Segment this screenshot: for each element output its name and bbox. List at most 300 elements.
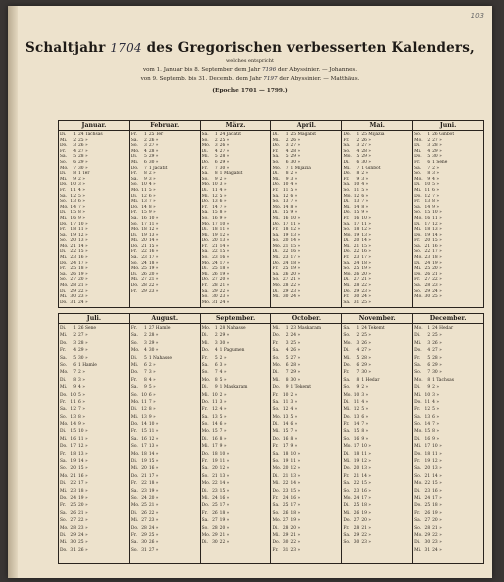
- day-row: [59, 332, 129, 339]
- weekday: Sa.: [272, 503, 280, 509]
- weekday: Sa.: [130, 215, 138, 221]
- weekday: Mo.: [130, 148, 140, 154]
- weekday: So.: [201, 370, 209, 376]
- weekday: So.: [414, 132, 422, 137]
- abyssinian-date: 4 »: [361, 182, 369, 188]
- abyssinian-date: 14 »: [219, 481, 230, 487]
- weekday: Mi.: [60, 333, 68, 339]
- day-number: 8: [285, 171, 289, 177]
- day-number: 17: [424, 221, 431, 227]
- abyssinian-date: 24 Tekemt: [361, 326, 385, 331]
- abyssinian-date: 6 »: [361, 193, 369, 199]
- weekday: Do.: [130, 165, 139, 171]
- day-row: [271, 510, 341, 517]
- abyssinian-date: 26 »: [78, 143, 88, 149]
- abyssinian-date: 4 »: [432, 176, 440, 182]
- day-number: 26: [282, 271, 289, 277]
- day-row: [342, 384, 412, 391]
- weekday: Do.: [60, 182, 68, 188]
- day-number: 1: [285, 132, 289, 137]
- abyssinian-date: 11 »: [290, 459, 301, 465]
- abyssinian-date: 29 »: [219, 159, 230, 165]
- day-number: 1: [356, 326, 360, 331]
- weekday: Mo.: [343, 340, 352, 346]
- abyssinian-date: 3 »: [148, 370, 156, 376]
- weekday: So.: [130, 444, 138, 450]
- day-number: 6: [73, 159, 76, 165]
- day-row: [59, 495, 129, 502]
- day-row: [342, 473, 412, 480]
- weekday: So.: [272, 159, 280, 165]
- day-row: [271, 502, 341, 509]
- day-row: [342, 377, 412, 384]
- day-row: [342, 502, 412, 509]
- weekday: Mo.: [272, 243, 281, 249]
- day-row: [271, 517, 341, 524]
- abyssinian-date: 27 »: [290, 143, 301, 149]
- day-row: [130, 325, 200, 332]
- weekday: Mi.: [414, 547, 422, 553]
- subtitle-intro: welches entspricht: [226, 58, 274, 64]
- day-number: 22: [282, 481, 289, 487]
- abyssinian-date: 3 »: [290, 176, 298, 182]
- weekday: Fr.: [201, 355, 208, 361]
- weekday: Mi.: [343, 243, 351, 249]
- abyssinian-date: 3 »: [432, 171, 440, 177]
- weekday: Sa.: [130, 176, 138, 182]
- abyssinian-date: 23 »: [290, 547, 301, 553]
- day-number: 19: [70, 459, 76, 465]
- day-number: 21: [212, 473, 218, 479]
- day-number: 15: [282, 210, 289, 216]
- day-row: [342, 428, 412, 435]
- day-list: [201, 131, 271, 305]
- weekday: Di.: [60, 288, 67, 294]
- abyssinian-date: 13 »: [361, 466, 371, 472]
- abyssinian-date: 19 »: [361, 510, 371, 516]
- day-number: 10: [141, 392, 147, 398]
- day-number: 20: [70, 238, 76, 244]
- weekday: Di.: [272, 370, 279, 376]
- day-number: 7: [356, 370, 360, 376]
- abyssinian-date: 27 »: [78, 333, 88, 339]
- day-number: 9: [144, 385, 147, 391]
- day-number: 29: [212, 288, 218, 294]
- day-number: 6: [356, 362, 360, 368]
- weekday: So.: [414, 473, 422, 479]
- abyssinian-date: 13 »: [219, 238, 230, 244]
- weekday: Do.: [414, 348, 422, 354]
- abyssinian-date: 17 »: [290, 255, 301, 261]
- day-number: 11: [353, 399, 360, 405]
- day-row: [201, 480, 271, 487]
- day-number: 22: [353, 249, 360, 255]
- weekday: Sa.: [130, 137, 138, 143]
- weekday: Sa.: [272, 193, 280, 199]
- day-row: [271, 340, 341, 347]
- day-number: 24: [70, 495, 76, 501]
- abyssinian-date: 4 »: [78, 187, 85, 193]
- day-number: 13: [282, 414, 289, 420]
- day-row: [413, 325, 483, 332]
- weekday: Sa.: [130, 385, 138, 391]
- day-number: 26: [212, 510, 218, 516]
- abyssinian-date: 21 »: [219, 532, 230, 538]
- day-row: [201, 414, 271, 421]
- abyssinian-date: 21 »: [361, 277, 371, 283]
- month-name: November.: [342, 314, 412, 324]
- weekday: Sa.: [201, 171, 209, 177]
- abyssinian-date: 24 »: [432, 547, 442, 553]
- weekday: Fr.: [414, 459, 421, 465]
- weekday: Fr.: [272, 495, 279, 501]
- day-row: [413, 332, 483, 339]
- abyssinian-date: 8 »: [219, 210, 227, 216]
- day-number: 24: [424, 495, 431, 501]
- abyssinian-date: 6 »: [219, 422, 227, 428]
- weekday: Fr.: [414, 510, 421, 516]
- abyssinian-date: 4 »: [432, 399, 440, 405]
- month-name: September.: [201, 314, 271, 324]
- weekday: So.: [60, 466, 67, 472]
- day-row: [130, 436, 200, 443]
- day-row: [271, 347, 341, 354]
- abyssinian-date: 28 »: [78, 340, 88, 346]
- day-row: [271, 399, 341, 406]
- day-number: 8: [285, 377, 289, 383]
- weekday: Sa.: [343, 532, 351, 538]
- day-number: 29: [424, 532, 431, 538]
- weekday: Sa.: [414, 466, 422, 472]
- day-list: [342, 131, 412, 305]
- weekday: Do.: [60, 444, 68, 450]
- day-number: 17: [70, 444, 76, 450]
- weekday: So.: [201, 525, 209, 531]
- weekday: Di.: [201, 187, 208, 193]
- abyssinian-date: 13 »: [432, 227, 442, 233]
- weekday: Sa.: [343, 143, 351, 149]
- abyssinian-date: 21 »: [148, 503, 159, 509]
- day-number: 1: [427, 132, 431, 137]
- weekday: Mo.: [60, 525, 69, 531]
- abyssinian-date: 5 »: [432, 407, 440, 413]
- abyssinian-date: 25 »: [148, 532, 159, 538]
- abyssinian-date: 25 »: [432, 333, 442, 339]
- weekday: So.: [60, 414, 67, 420]
- weekday: So.: [201, 255, 209, 261]
- day-number: 10: [282, 182, 289, 188]
- day-row: [413, 392, 483, 399]
- abyssinian-date: 12 »: [219, 232, 230, 238]
- weekday: Mo.: [343, 495, 352, 501]
- day-row: [201, 539, 271, 546]
- day-row: [59, 300, 129, 306]
- day-number: 27: [141, 518, 147, 524]
- abyssinian-date: 14 »: [219, 243, 230, 249]
- day-row: [271, 465, 341, 472]
- weekday: So.: [343, 333, 351, 339]
- day-row: [201, 428, 271, 435]
- abyssinian-date: 26 »: [361, 137, 371, 143]
- abyssinian-date: 20 »: [219, 277, 230, 283]
- day-number: 12: [70, 407, 76, 413]
- weekday: Mo.: [414, 532, 423, 538]
- abyssinian-date: 5 »: [148, 187, 156, 193]
- day-row: [271, 495, 341, 502]
- weekday: Di.: [201, 436, 208, 442]
- weekday: So.: [130, 143, 138, 149]
- abyssinian-date: 16 »: [290, 249, 301, 255]
- abyssinian-date: 16 »: [78, 255, 88, 261]
- day-number: 30: [212, 294, 218, 300]
- day-row: [201, 406, 271, 413]
- abyssinian-date: 20 »: [219, 525, 230, 531]
- weekday: Mi.: [272, 429, 280, 435]
- abyssinian-date: 19 »: [219, 518, 230, 524]
- day-number: 9: [285, 385, 289, 391]
- weekday: Mi.: [201, 495, 209, 501]
- abyssinian-date: 25 »: [219, 137, 230, 143]
- day-number: 24: [141, 260, 147, 266]
- weekday: Sa.: [272, 271, 280, 277]
- abyssinian-date: 10 »: [361, 215, 371, 221]
- weekday: Fr.: [343, 215, 350, 221]
- day-row: [201, 525, 271, 532]
- day-number: 18: [212, 227, 218, 233]
- abyssinian-date: 29 »: [219, 333, 230, 339]
- day-number: 28: [353, 283, 360, 289]
- weekday: Mi.: [272, 255, 280, 261]
- day-row: [201, 421, 271, 428]
- day-number: 13: [353, 199, 360, 205]
- weekday: Di.: [343, 451, 350, 457]
- weekday: Mi.: [343, 459, 351, 465]
- day-number: 19: [353, 459, 360, 465]
- weekday: Sa.: [414, 518, 422, 524]
- weekday: So.: [130, 260, 138, 266]
- day-number: 10: [424, 392, 431, 398]
- day-number: 17: [141, 221, 147, 227]
- day-number: 19: [212, 459, 218, 465]
- day-number: 20: [282, 238, 289, 244]
- abyssinian-date: 17 »: [78, 481, 88, 487]
- weekday: Mo.: [130, 451, 140, 457]
- day-row: [130, 488, 200, 495]
- abyssinian-date: 2 »: [148, 171, 156, 177]
- abyssinian-date: 2 »: [219, 355, 227, 361]
- weekday: Mi.: [130, 414, 139, 420]
- day-number: 14: [70, 422, 76, 428]
- abyssinian-date: 24 »: [290, 333, 301, 339]
- abyssinian-date: 3 »: [78, 182, 85, 188]
- day-number: 3: [144, 340, 147, 346]
- weekday: Mi.: [414, 187, 422, 193]
- day-number: 2: [427, 333, 431, 339]
- weekday: So.: [272, 407, 280, 413]
- day-number: 11: [212, 187, 218, 193]
- day-number: 21: [141, 243, 147, 249]
- day-number: 25: [70, 503, 76, 509]
- day-number: 25: [424, 266, 431, 272]
- day-row: [201, 532, 271, 539]
- day-row: [271, 294, 341, 300]
- day-number: 28: [70, 525, 76, 531]
- day-row: [59, 547, 129, 554]
- month-column: [201, 314, 272, 563]
- day-number: 2: [214, 137, 218, 143]
- weekday: Mi.: [130, 238, 139, 244]
- day-row: [413, 480, 483, 487]
- day-row: [201, 458, 271, 465]
- day-number: 9: [427, 385, 431, 391]
- weekday: Di.: [343, 159, 350, 165]
- day-number: 3: [285, 340, 289, 346]
- day-row: [271, 436, 341, 443]
- abyssinian-date: 4 »: [148, 182, 156, 188]
- abyssinian-date: 21 »: [290, 532, 301, 538]
- abyssinian-date: 15 »: [219, 249, 230, 255]
- day-number: 17: [70, 221, 76, 227]
- day-number: 8: [73, 377, 76, 383]
- abyssinian-date: 6 »: [432, 414, 440, 420]
- abyssinian-date: 1 Jacatit: [148, 165, 168, 171]
- weekday: Fr.: [272, 227, 279, 233]
- weekday: Sa.: [60, 355, 68, 361]
- abyssinian-date: 5 »: [432, 182, 440, 188]
- abyssinian-date: 19 »: [78, 271, 88, 277]
- weekday: So.: [272, 277, 280, 283]
- day-number: 29: [282, 288, 289, 294]
- abyssinian-date: 23 »: [148, 518, 159, 524]
- day-row: [342, 443, 412, 450]
- day-number: 3: [214, 143, 218, 149]
- abyssinian-date: 10 »: [290, 215, 301, 221]
- day-row: [59, 392, 129, 399]
- abyssinian-date: 24 »: [361, 294, 371, 300]
- abyssinian-date: 23 »: [432, 283, 442, 289]
- day-number: 4: [144, 148, 147, 154]
- abyssinian-date: 26 »: [148, 137, 159, 143]
- day-number: 18: [282, 227, 289, 233]
- weekday: So.: [60, 518, 67, 524]
- day-row: [342, 480, 412, 487]
- abyssinian-date: 7 »: [361, 199, 369, 205]
- day-number: 17: [212, 444, 218, 450]
- day-row: [342, 436, 412, 443]
- weekday: Di.: [343, 503, 350, 509]
- weekday: Fr.: [272, 187, 279, 193]
- day-number: 29: [70, 532, 76, 538]
- day-row: [342, 510, 412, 517]
- abyssinian-date: 22 »: [148, 283, 159, 289]
- day-number: 5: [73, 154, 76, 160]
- month-column: [130, 121, 201, 307]
- day-number: 3: [285, 143, 289, 149]
- weekday: Mi.: [343, 407, 351, 413]
- day-row: [271, 539, 341, 546]
- abyssinian-date: 4 »: [219, 407, 227, 413]
- weekday: Di.: [272, 525, 279, 531]
- abyssinian-date: 28 »: [432, 355, 442, 361]
- weekday: So.: [343, 227, 351, 233]
- weekday: Fr.: [201, 204, 208, 210]
- day-number: 3: [73, 143, 76, 149]
- weekday: Mo.: [343, 271, 352, 277]
- weekday: Fr.: [201, 510, 208, 516]
- day-number: 9: [214, 176, 218, 182]
- weekday: So.: [130, 495, 138, 501]
- day-row: [201, 517, 271, 524]
- day-number: 17: [353, 444, 360, 450]
- day-number: 27: [424, 277, 431, 283]
- day-number: 22: [424, 481, 431, 487]
- abyssinian-date: 4 »: [219, 187, 227, 193]
- day-number: 9: [214, 385, 218, 391]
- day-row: [342, 532, 412, 539]
- day-row: [201, 325, 271, 332]
- abyssinian-date: 4 »: [78, 385, 85, 391]
- day-number: 18: [424, 227, 431, 233]
- weekday: Fr.: [414, 277, 421, 283]
- day-number: 25: [424, 503, 431, 509]
- epoch-label: (Epoche 1701 — 1799.): [212, 88, 288, 94]
- weekday: Mo.: [272, 518, 281, 524]
- abyssinian-date: 9 »: [290, 444, 298, 450]
- weekday: Di.: [60, 481, 67, 487]
- abyssinian-date: 9 »: [290, 210, 298, 216]
- day-number: 11: [141, 187, 147, 193]
- day-list: [59, 131, 129, 305]
- weekday: Do.: [60, 299, 68, 305]
- day-number: 16: [353, 436, 360, 442]
- abyssinian-date: 16 »: [290, 495, 301, 501]
- day-row: [413, 451, 483, 458]
- day-number: 8: [427, 377, 431, 383]
- abyssinian-date: 7 »: [290, 199, 298, 205]
- abyssinian-date: 20 »: [148, 271, 159, 277]
- weekday: Mi.: [130, 466, 139, 472]
- day-number: 23: [282, 488, 289, 494]
- weekday: Do.: [272, 182, 280, 188]
- day-number: 20: [282, 466, 289, 472]
- weekday: Di.: [201, 385, 208, 391]
- weekday: Do.: [272, 221, 280, 227]
- day-number: 16: [282, 436, 289, 442]
- abyssinian-date: 23 »: [78, 525, 88, 531]
- abyssinian-date: 1 Ginbot: [361, 165, 381, 171]
- day-row: [342, 517, 412, 524]
- day-number: 1: [214, 326, 218, 331]
- day-number: 14: [212, 422, 218, 428]
- day-number: 30: [212, 540, 218, 546]
- weekday: Mi.: [414, 148, 422, 154]
- day-number: 13: [141, 414, 147, 420]
- day-row: [413, 428, 483, 435]
- abyssinian-date: 7 »: [219, 204, 227, 210]
- day-row: [59, 325, 129, 332]
- weekday: Mi.: [60, 540, 68, 546]
- weekday: Di.: [130, 459, 138, 465]
- day-number: 17: [424, 444, 431, 450]
- weekday: Sa.: [60, 271, 68, 277]
- weekday: Fr.: [130, 326, 137, 331]
- day-row: [130, 465, 200, 472]
- day-number: 1: [73, 326, 76, 331]
- day-row: [413, 399, 483, 406]
- weekday: Sa.: [414, 243, 422, 249]
- abyssinian-date: 13 »: [78, 238, 88, 244]
- abyssinian-date: 24 »: [78, 532, 88, 538]
